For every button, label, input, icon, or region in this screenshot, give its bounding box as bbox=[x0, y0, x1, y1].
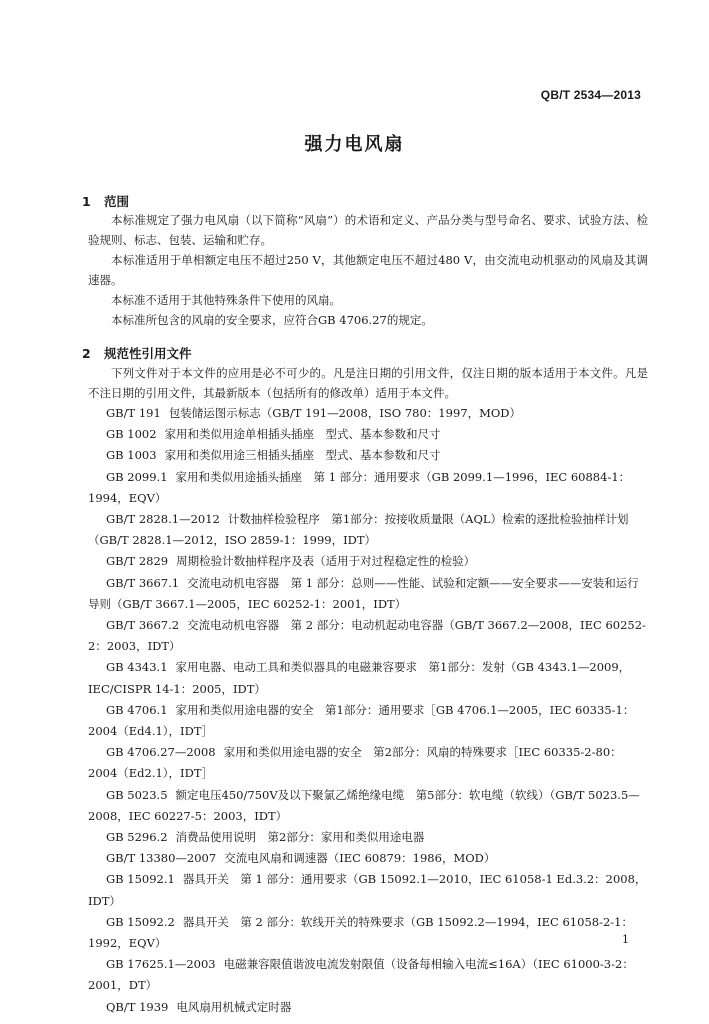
section-1-paragraph: 本标准规定了强力电风扇（以下简称“风扇”）的术语和定义、产品分类与型号命名、要求、试验方法、检验规则、标志、包装、运输和贮存。 bbox=[88, 213, 648, 247]
reference-item bbox=[88, 742, 648, 784]
reference-text: 交流电动机电容器 第 2 部分：电动机起动电容器（GB/T 3667.2—2008，IEC 60252-2：2003，IDT） bbox=[88, 618, 646, 654]
reference-code: GB 2099.1 bbox=[106, 469, 168, 484]
reference-code: GB/T 2828.1—2012 bbox=[106, 512, 220, 527]
reference-text: 家用和类似用途插头插座 第 1 部分：通用要求（GB 2099.1—1996，IEC 60884-1：1994，EQV） bbox=[88, 469, 631, 505]
reference-text: 消费品使用说明 第2部分：家用和类似用途电器 bbox=[175, 830, 425, 845]
reference-code: GB/T 2829 bbox=[106, 554, 169, 569]
reference-item bbox=[88, 615, 648, 657]
section-2-heading bbox=[82, 344, 192, 362]
reference-list bbox=[88, 403, 648, 1018]
reference-text: 交流电风扇和调速器（IEC 60879：1986，MOD） bbox=[224, 851, 496, 866]
reference-item bbox=[88, 869, 648, 911]
reference-code: QB/T 1939 bbox=[106, 999, 169, 1014]
section-1-number: 1 bbox=[82, 194, 91, 209]
document-title: 强力电风扇 bbox=[304, 134, 405, 155]
section-1-heading bbox=[82, 192, 129, 210]
reference-code: GB 4706.1 bbox=[106, 702, 168, 717]
reference-text: 家用和类似用途电器的安全 第2部分：风扇的特殊要求［IEC 60335-2-80：2004（Ed2.1），IDT］ bbox=[88, 745, 622, 781]
reference-code: GB 15092.2 bbox=[106, 914, 175, 929]
reference-text: 电风扇用机械式定时器 bbox=[176, 999, 292, 1014]
section-1-paragraph: 本标准适用于单相额定电压不超过250 V，其他额定电压不超过480 V，由交流电动机驱动的风扇及其调速器。 bbox=[88, 253, 648, 287]
page-number: 1 bbox=[622, 933, 629, 946]
standard-code: QB/T 2534—2013 bbox=[540, 88, 641, 102]
reference-item bbox=[88, 467, 648, 509]
reference-item bbox=[88, 848, 648, 869]
section-1-paragraph: 本标准所包含的风扇的安全要求，应符合GB 4706.27的规定。 bbox=[111, 313, 433, 327]
reference-text: 家用和类似用途三相插头插座 型式、基本参数和尺寸 bbox=[164, 448, 441, 463]
reference-item bbox=[88, 657, 648, 699]
section-1-paragraph: 本标准不适用于其他特殊条件下使用的风扇。 bbox=[111, 293, 341, 307]
reference-item bbox=[88, 785, 648, 827]
reference-code: GB 1003 bbox=[106, 448, 157, 463]
reference-text: 交流电动机电容器 第 1 部分：总则——性能、试验和定额——安全要求——安装和运行导则（GB/T 3667.1—2005，IEC 60252-1：2001，IDT） bbox=[88, 575, 639, 611]
reference-code: GB 4706.27—2008 bbox=[106, 745, 216, 760]
reference-text: 器具开关 第 2 部分：软线开关的特殊要求（GB 15092.2—1994，IEC 61058-2-1：1992，EQV） bbox=[88, 914, 633, 951]
reference-code: GB/T 3667.1 bbox=[106, 575, 180, 590]
reference-item bbox=[88, 509, 648, 551]
reference-text: 周期检验计数抽样程序及表（适用于对过程稳定性的检验） bbox=[176, 554, 476, 569]
reference-item bbox=[88, 700, 648, 742]
reference-text: 家用和类似用途单相插头插座 型式、基本参数和尺寸 bbox=[164, 427, 441, 442]
reference-code: GB 5296.2 bbox=[106, 830, 168, 845]
reference-code: GB 1002 bbox=[106, 427, 157, 442]
reference-text: 额定电压450/750V及以下聚氯乙烯绝缘电缆 第5部分：软电缆（软线）（GB/T 5023.5—2008，IEC 60227-5：2003，IDT） bbox=[88, 787, 640, 823]
reference-item bbox=[88, 445, 648, 466]
reference-item bbox=[88, 424, 648, 445]
reference-item bbox=[88, 573, 648, 615]
reference-code: GB/T 191 bbox=[106, 406, 161, 420]
reference-text: 计数抽样检验程序 第1部分：按接收质量限（AQL）检索的逐批检验抽样计划（GB/T 2828.1—2012，ISO 2859-1：1999，IDT） bbox=[88, 512, 629, 548]
section-2-number: 2 bbox=[82, 346, 91, 361]
reference-item bbox=[88, 403, 648, 424]
reference-text: 包装储运图示标志（GB/T 191—2008，ISO 780：1997，MOD） bbox=[168, 406, 521, 420]
reference-code: GB 15092.1 bbox=[106, 872, 175, 887]
reference-code: GB/T 13380—2007 bbox=[106, 851, 217, 866]
reference-code: GB 5023.5 bbox=[106, 787, 168, 802]
reference-text: 器具开关 第 1 部分：通用要求（GB 15092.1—2010，IEC 61058-1 Ed.3.2：2008，IDT） bbox=[88, 872, 647, 908]
reference-item bbox=[88, 827, 648, 848]
section-1-title: 范围 bbox=[104, 194, 130, 209]
reference-text: 电磁兼容限值谐波电流发射限值（设备每相输入电流≤16A）（IEC 61000-3-2：2001，DT） bbox=[88, 957, 634, 993]
section-2-intro: 下列文件对于本文件的应用是必不可少的。凡是注日期的引用文件，仅注日期的版本适用于本文件。凡是不注日期的引用文件，其最新版本（包括所有的修改单）适用于本文件。 bbox=[88, 366, 648, 400]
reference-item bbox=[88, 954, 648, 996]
reference-item bbox=[88, 551, 648, 572]
reference-item bbox=[88, 997, 648, 1018]
reference-code: GB/T 3667.2 bbox=[106, 618, 180, 633]
reference-text: 家用和类似用途电器的安全 第1部分：通用要求［GB 4706.1—2005，IEC 60335-1：2004（Ed4.1），IDT］ bbox=[88, 702, 635, 739]
reference-text: 家用电器、电动工具和类似器具的电磁兼容要求 第1部分：发射（GB 4343.1—2009，IEC/CISPR 14-1：2005，IDT） bbox=[88, 660, 631, 696]
reference-item bbox=[88, 912, 648, 954]
reference-code: GB 17625.1—2003 bbox=[106, 957, 216, 972]
section-2-title: 规范性引用文件 bbox=[104, 346, 192, 361]
reference-code: GB 4343.1 bbox=[106, 660, 168, 675]
